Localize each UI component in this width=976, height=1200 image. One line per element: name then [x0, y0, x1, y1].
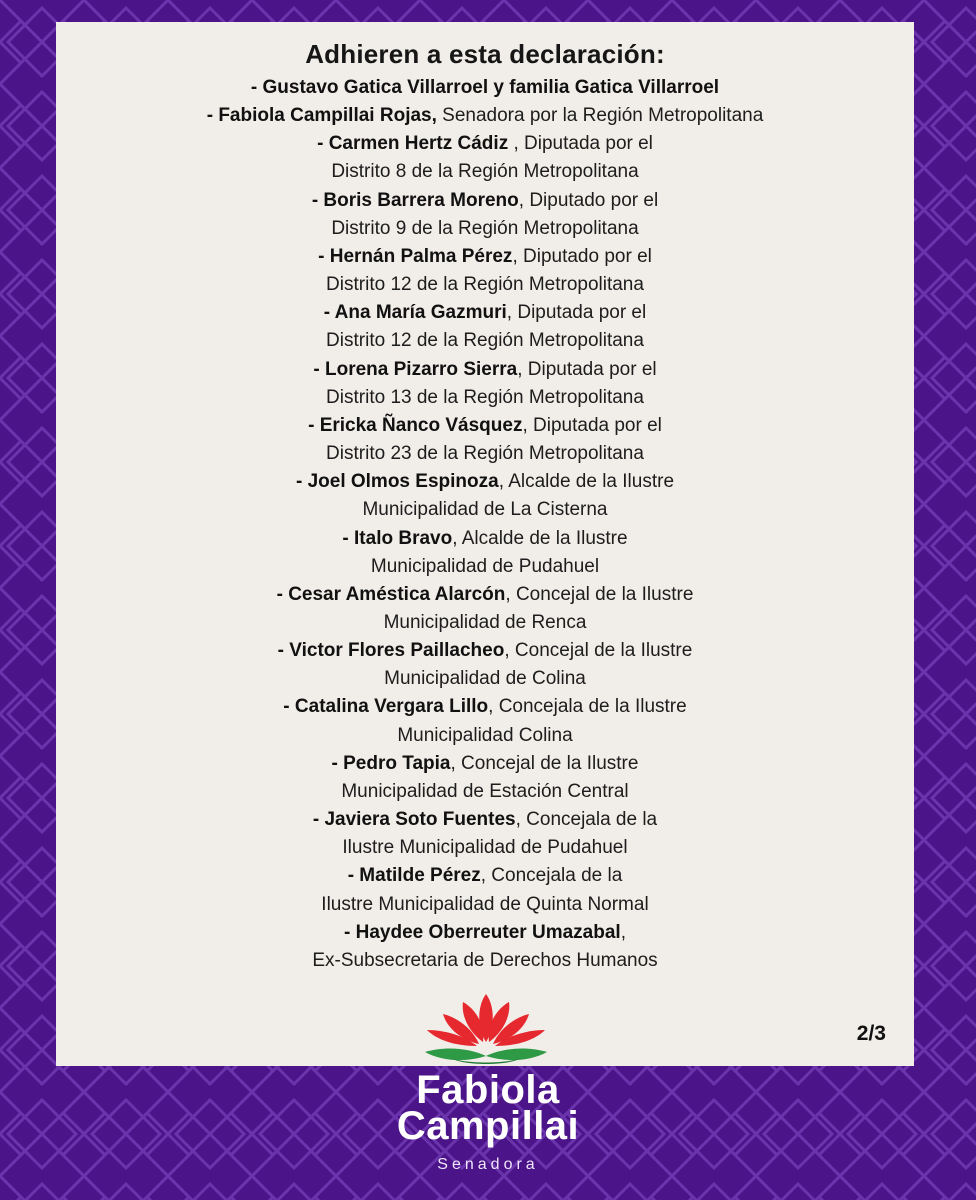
signer-title: , Diputado por el: [518, 189, 659, 211]
signer-title: , Concejala de la Ilustre: [488, 696, 687, 718]
signer-title: Municipalidad de La Cisterna: [362, 499, 608, 521]
signer-title: , Diputada por el: [522, 414, 662, 436]
signer-title: Distrito 9 de la Región Metropolitana: [331, 217, 639, 239]
declaration-heading: Adhieren a esta declaración:: [305, 39, 665, 69]
signer-entry: [56, 693, 914, 721]
lotus-flower-icon: [421, 992, 551, 1072]
signer-entry: [56, 581, 914, 609]
signer-entry-continuation: [56, 327, 914, 355]
signer-name: - Fabiola Campillai Rojas,: [206, 105, 437, 127]
signer-name: - Javiera Soto Fuentes: [312, 809, 516, 831]
signer-name: - Italo Bravo: [342, 527, 453, 549]
declaration-card: [56, 22, 914, 1066]
signer-title: , Concejal de la Ilustre: [505, 583, 694, 605]
signer-entry-continuation: [56, 158, 914, 186]
signer-title: Municipalidad de Renca: [383, 611, 587, 633]
signer-entry: [56, 102, 914, 130]
signer-title: Ex-Subsecretaria de Derechos Humanos: [312, 949, 658, 971]
brand-block: [288, 1068, 688, 1174]
signer-title: , Concejal de la Ilustre: [450, 752, 639, 774]
signer-title: , Diputada por el: [508, 133, 653, 155]
signer-entry: [56, 637, 914, 665]
signer-title: Distrito 13 de la Región Metropolitana: [326, 386, 644, 408]
signer-name: - Ericka Ñanco Vásquez: [308, 414, 523, 436]
signer-name: - Haydee Oberreuter Umazabal: [344, 921, 621, 943]
signer-title: Distrito 12 de la Región Metropolitana: [326, 330, 644, 352]
signer-title: Senadora por la Región Metropolitana: [436, 105, 764, 127]
signer-title: , Concejal de la Ilustre: [504, 640, 693, 662]
signer-entry-continuation: [56, 834, 914, 862]
signer-entry: [56, 750, 914, 778]
signer-name: - Lorena Pizarro Sierra: [313, 358, 518, 380]
signer-entry-continuation: [56, 215, 914, 243]
brand-last-name: Campillai: [396, 1104, 580, 1148]
signer-entry-continuation: [56, 384, 914, 412]
signer-title: Ilustre Municipalidad de Quinta Normal: [321, 893, 649, 915]
signer-name: - Pedro Tapia: [331, 752, 451, 774]
signer-entry-continuation: [56, 891, 914, 919]
signer-title: Ilustre Municipalidad de Pudahuel: [342, 837, 628, 859]
signer-title: Municipalidad de Estación Central: [341, 780, 629, 802]
signer-entry-continuation: [56, 722, 914, 750]
signer-entry: [56, 356, 914, 384]
signer-entry: [56, 806, 914, 834]
signer-title: Distrito 8 de la Región Metropolitana: [331, 161, 639, 183]
signer-entry-continuation: [56, 440, 914, 468]
signer-title: Distrito 23 de la Región Metropolitana: [326, 443, 644, 465]
signer-entry-continuation: [56, 271, 914, 299]
signer-entry-continuation: [56, 496, 914, 524]
signer-entry-continuation: [56, 778, 914, 806]
signer-title: , Diputado por el: [512, 245, 652, 267]
signer-entry: [56, 243, 914, 271]
signer-name: - Matilde Pérez: [347, 865, 481, 887]
signer-entry: [56, 299, 914, 327]
brand-role: Senadora: [437, 1156, 539, 1173]
signer-entry: [56, 74, 914, 102]
signer-entry: [56, 525, 914, 553]
signer-name: - Ana María Gazmuri: [323, 302, 507, 324]
signer-entry-continuation: [56, 609, 914, 637]
signer-name: - Catalina Vergara Lillo: [283, 696, 489, 718]
signer-title: , Concejala de la: [515, 809, 658, 831]
signer-title: , Alcalde de la Ilustre: [498, 471, 675, 493]
signer-title: , Concejala de la: [480, 865, 623, 887]
signer-entry-continuation: [56, 553, 914, 581]
signers-list: [56, 74, 914, 975]
signer-entry-continuation: [56, 947, 914, 975]
signer-name: - Carmen Hertz Cádiz: [317, 133, 509, 155]
signer-entry-continuation: [56, 665, 914, 693]
signer-entry: [56, 919, 914, 947]
signer-title: , Alcalde de la Ilustre: [452, 527, 628, 549]
signer-name: - Cesar Améstica Alarcón: [276, 583, 506, 605]
signer-title: Distrito 12 de la Región Metropolitana: [326, 274, 644, 296]
page-indicator: 2/3: [856, 1022, 886, 1045]
signer-entry: [56, 862, 914, 890]
signer-title: , Diputada por el: [506, 302, 647, 324]
signer-name: - Hernán Palma Pérez: [318, 245, 513, 267]
signer-entry: [56, 468, 914, 496]
signer-title: , Diputada por el: [517, 358, 657, 380]
signer-title: Municipalidad de Pudahuel: [370, 555, 600, 577]
signer-title: Municipalidad de Colina: [384, 668, 586, 690]
signer-title: Municipalidad Colina: [397, 724, 573, 746]
signer-name: - Gustavo Gatica Villarroel y familia Gatica Villarroel: [250, 77, 720, 98]
signer-name: - Joel Olmos Espinoza: [295, 471, 499, 493]
signer-entry: [56, 130, 914, 158]
signer-entry: [56, 412, 914, 440]
signer-name: - Victor Flores Paillacheo: [277, 640, 505, 662]
signer-name: - Boris Barrera Moreno: [311, 189, 519, 211]
brand-first-name: Fabiola: [416, 1068, 560, 1112]
signer-title: ,: [620, 921, 626, 943]
signer-entry: [56, 187, 914, 215]
